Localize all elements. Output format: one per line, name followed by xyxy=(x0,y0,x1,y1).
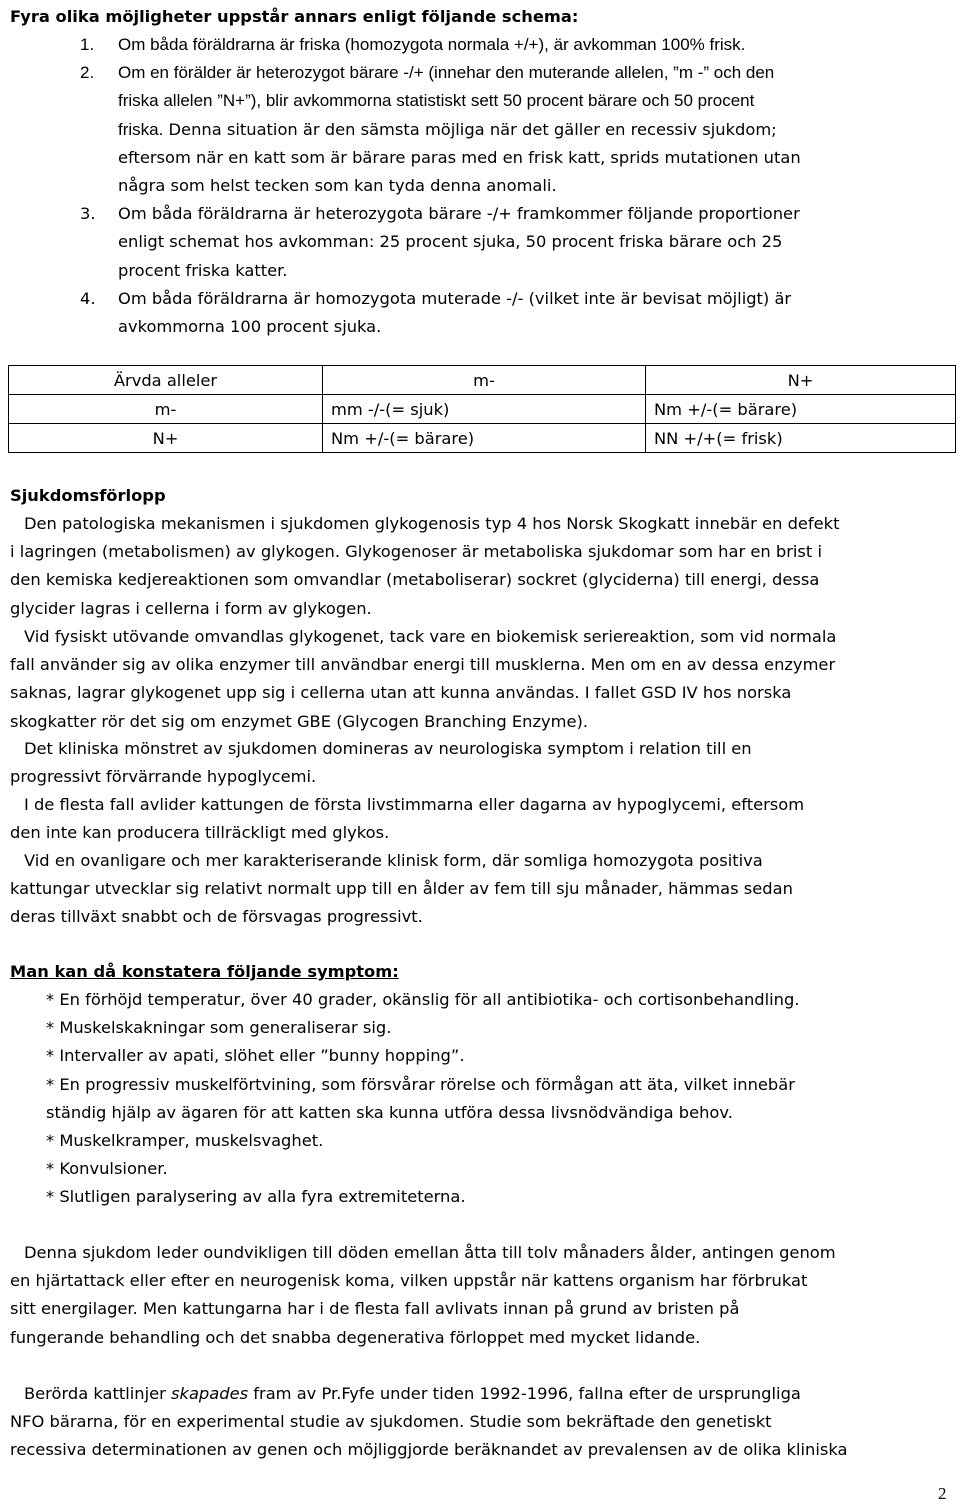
paragraph xyxy=(10,735,950,791)
list-line: Om båda föräldrarna är heterozygota bärare -/+ framkommer följande proportioner xyxy=(118,204,800,224)
paragraph-line: en hjärtattack eller efter en neurogenisk koma, vilken uppstår när kattens organism har förbrukat xyxy=(10,1271,808,1291)
symptom-item: * En progressiv muskelförtvining, som försvårar rörelse och förmågan att äta, vilket innebär xyxy=(46,1074,795,1094)
list-text: Om båda föräldrarna är friska (homozygota normala +/+), är avkomman 100% frisk. xyxy=(118,35,746,54)
list-line: procent friska katter. xyxy=(118,260,288,280)
table-header-cell: N+ xyxy=(646,366,956,395)
list-line: avkommorna 100 procent sjuka. xyxy=(118,317,382,337)
paragraph-line: Det kliniska mönstret av sjukdomen domineras av neurologiska symptom i relation till en xyxy=(24,739,752,758)
emphasis: skapades xyxy=(171,1384,249,1403)
page-number: 2 xyxy=(938,1484,947,1503)
paragraph-line: recessiva determinationen av genen och möjliggjorde beräknandet av prevalensen av de olika kliniska xyxy=(10,1440,848,1460)
symptom-item: * Konvulsioner. xyxy=(46,1159,168,1179)
symptom-item-continued: ständig hjälp av ägaren för att katten ska kunna utföra dessa livsnödvändiga behov. xyxy=(46,1102,733,1122)
symptoms-list xyxy=(46,986,950,1212)
page-heading: Fyra olika möjligheter uppstår annars enligt följande schema: xyxy=(10,7,579,26)
table-cell: mm -/-(= sjuk) xyxy=(323,395,646,424)
list-fragment: Denna situation är den sämsta möjliga när det gäller en recessiv sjukdom; xyxy=(163,119,777,139)
table-cell: Nm +/-(= bärare) xyxy=(646,395,956,424)
paragraph-line: deras tillväxt snabbt och de försvagas progressivt. xyxy=(10,907,423,927)
list-item xyxy=(80,285,948,341)
list-item xyxy=(80,31,948,59)
table-row xyxy=(9,424,956,453)
paragraph-line: Berörda kattlinjer skapades fram av Pr.Fyfe under tiden 1992-1996, fallna efter de ursprungliga xyxy=(24,1384,801,1403)
section-title: Sjukdomsförlopp xyxy=(10,486,166,505)
table-row xyxy=(9,395,956,424)
paragraph-line: den kemiska kedjereaktionen som omvandlar (metaboliserar) sockret (glyciderna) till energi, dessa xyxy=(10,570,820,590)
paragraph-line: I de flesta fall avlider kattungen de första livstimmarna eller dagarna av hypoglycemi, eftersom xyxy=(24,795,805,814)
paragraph xyxy=(10,510,950,623)
inheritance-list xyxy=(80,31,948,341)
paragraph-line: saknas, lagrar glykogenet upp sig i cellerna utan att kunna användas. I fallet GSD IV hos norska xyxy=(10,683,792,703)
table-header-cell: Ärvda alleler xyxy=(9,366,323,395)
symptoms-title: Man kan då konstatera följande symptom: xyxy=(10,962,399,981)
list-line: friska allelen ”N+”), blir avkommorna statistiskt sett 50 procent bärare och 50 procent xyxy=(118,91,755,111)
symptom-item: * Slutligen paralysering av alla fyra extremiteterna. xyxy=(46,1187,466,1207)
table-cell: N+ xyxy=(9,424,323,453)
paragraph-line: NFO bärarna, för en experimental studie av sjukdomen. Studie som bekräftade den genetiskt xyxy=(10,1412,772,1432)
paragraph-line: fungerande behandling och det snabba degenerativa förloppet med mycket lidande. xyxy=(10,1327,701,1347)
table-cell: m- xyxy=(9,395,323,424)
paragraph-line: progressivt förvärrande hypoglycemi. xyxy=(10,767,317,787)
list-line: eftersom när en katt som är bärare paras med en frisk katt, sprids mutationen utan xyxy=(118,147,801,167)
table-cell: NN +/+(= frisk) xyxy=(646,424,956,453)
table-cell: Nm +/-(= bärare) xyxy=(323,424,646,453)
paragraph-line: i lagringen (metabolismen) av glykogen. Glykogenoser är metaboliska sjukdomar som har en brist i xyxy=(10,542,822,562)
paragraph-line: glycider lagras i cellerna i form av glykogen. xyxy=(10,598,372,618)
list-number: 4. xyxy=(80,288,96,308)
paragraph xyxy=(10,791,950,847)
allele-table xyxy=(8,365,956,453)
final-paragraph xyxy=(10,1380,950,1465)
paragraph-line: Den patologiska mekanismen i sjukdomen glykogenosis typ 4 hos Norsk Skogkatt innebär en defekt xyxy=(24,514,840,533)
list-line: enligt schemat hos avkomman: 25 procent sjuka, 50 procent friska bärare och 25 xyxy=(118,232,783,252)
paragraph xyxy=(10,623,950,736)
paragraph xyxy=(10,847,950,932)
symptom-item: * Muskelkramper, muskelsvaghet. xyxy=(46,1131,324,1151)
list-number: 1. xyxy=(80,35,95,54)
symptom-item: * Muskelskakningar som generaliserar sig. xyxy=(46,1018,392,1038)
list-item xyxy=(80,200,948,285)
paragraph-line: sitt energilager. Men kattungarna har i de flesta fall avlivats innan på grund av bristen på xyxy=(10,1299,740,1319)
paragraph-line: fall använder sig av olika enzymer till användbar energi till musklerna. Men om en av dessa enzymer xyxy=(10,655,836,675)
paragraph-line: den inte kan producera tillräckligt med glykos. xyxy=(10,823,390,843)
list-fragment: friska. xyxy=(118,119,164,139)
paragraph-line: kattungar utvecklar sig relativt normalt upp till en ålder av fem till sju månader, hämmas sedan xyxy=(10,879,793,899)
list-line: Om en förälder är heterozygot bärare -/+ (innehar den muterande allelen, ”m -” och den xyxy=(118,63,775,83)
paragraph-line: skogkatter rör det sig om enzymet GBE (Glycogen Branching Enzyme). xyxy=(10,711,589,731)
symptom-item: * Intervaller av apati, slöhet eller ”bunny hopping”. xyxy=(46,1046,465,1066)
list-number: 2. xyxy=(80,63,95,83)
list-item xyxy=(80,59,948,200)
paragraph-line: Vid en ovanligare och mer karakteriserande klinisk form, där somliga homozygota positiva xyxy=(24,851,763,870)
list-line: Om båda föräldrarna är homozygota muterade -/- (vilket inte är bevisat möjligt) är xyxy=(118,288,792,308)
table-header-cell: m- xyxy=(323,366,646,395)
list-line: några som helst tecken som kan tyda denna anomali. xyxy=(118,176,557,196)
symptom-item: * En förhöjd temperatur, över 40 grader, okänslig för all antibiotika- och cortisonbehandling. xyxy=(46,990,800,1009)
table-header-row xyxy=(9,366,956,395)
list-line xyxy=(118,116,948,144)
list-number: 3. xyxy=(80,204,96,224)
paragraph-line: Denna sjukdom leder oundvikligen till döden emellan åtta till tolv månaders ålder, antingen genom xyxy=(24,1243,836,1262)
paragraph-line: Vid fysiskt utövande omvandlas glykogenet, tack vare en biokemisk seriereaktion, som vid normala xyxy=(24,627,837,646)
closing-paragraph xyxy=(10,1239,950,1352)
